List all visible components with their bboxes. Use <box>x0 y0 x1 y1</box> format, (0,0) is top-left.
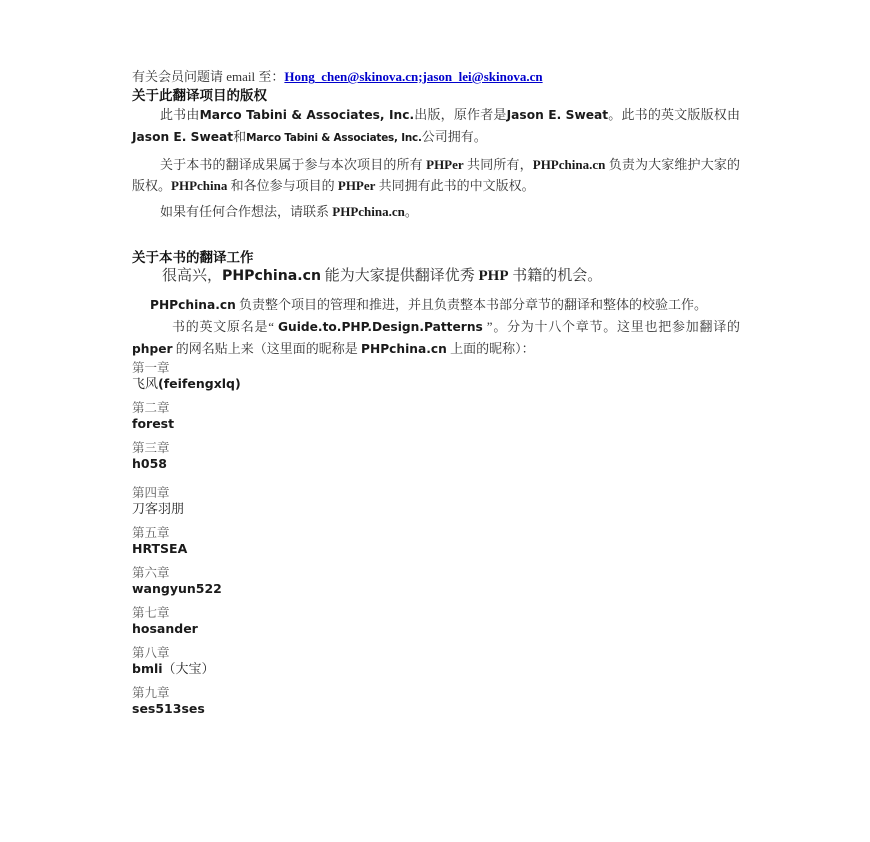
translation-copyright-paragraph <box>132 154 740 196</box>
chapter-name <box>132 541 740 557</box>
cooperation-paragraph <box>132 201 740 222</box>
copyright-heading: 关于此翻译项目的版权 <box>132 88 267 103</box>
text-run: 和 <box>233 129 247 144</box>
text-run: PHP <box>478 268 509 284</box>
document-content <box>132 68 740 725</box>
text-run: 负责整个项目的管理和推进，并且负责整本书部分章节的翻译和整体的校验工作。 <box>235 297 708 312</box>
text-run: ses513ses <box>132 701 205 716</box>
text-run: 能为大家提供翻译优秀 <box>320 268 479 284</box>
text-run: 出版，原作者是 <box>414 107 507 122</box>
chapter-name <box>132 581 740 597</box>
text-run: HRTSEA <box>132 541 188 556</box>
chapter-label: 第五章 <box>132 526 170 540</box>
opportunity-paragraph <box>132 266 740 286</box>
chapter-label: 第八章 <box>132 646 170 660</box>
text-run: h058 <box>132 456 167 471</box>
chapter-name <box>132 621 740 637</box>
chapter-name <box>132 416 740 432</box>
text-run: 和各位参与项目的 <box>227 178 338 193</box>
chapter-label: 第四章 <box>132 486 170 500</box>
chapter-name <box>132 501 740 517</box>
chapter-label: 第六章 <box>132 566 170 580</box>
text-run: forest <box>132 416 175 431</box>
text-run: PHPchina.cn <box>332 204 405 219</box>
text-run: PHPchina.cn <box>150 298 236 312</box>
text-run: 书的英文原名是“ <box>172 319 278 334</box>
text-run: PHPchina <box>171 178 228 193</box>
text-run: 如果有任何合作想法，请联系 <box>160 204 333 219</box>
email-line <box>132 68 740 86</box>
text-run: PHPer <box>426 157 464 172</box>
book-title-paragraph <box>132 316 740 360</box>
text-run: Marco Tabini & Associates, Inc. <box>246 132 422 144</box>
text-run: PHPchina.cn <box>361 342 447 356</box>
translation-work-heading: 关于本书的翻译工作 <box>132 250 254 265</box>
text-run: 负责为大家维护大家的版权。 <box>132 157 740 193</box>
chapter-item <box>132 645 740 677</box>
chapter-item <box>132 605 740 637</box>
text-run: （大宝） <box>162 661 215 676</box>
chapter-item <box>132 565 740 597</box>
text-run: 上面的昵称）： <box>446 341 535 356</box>
chapter-name <box>132 376 740 392</box>
management-paragraph <box>132 294 740 316</box>
text-run: bmli <box>132 661 163 676</box>
text-run: Marco Tabini & Associates, Inc. <box>199 108 415 122</box>
text-run: 的网名贴上来（这里面的昵称是 <box>172 341 362 356</box>
text-run: Jason E. Sweat <box>132 130 234 144</box>
text-run: 。 <box>404 204 418 219</box>
text-run: ”。分为十八个章节。这里也把参加翻译的 <box>482 319 740 334</box>
text-run: hosander <box>132 621 198 636</box>
chapter-item <box>132 360 740 392</box>
chapter-label: 第七章 <box>132 606 170 620</box>
text-run: PHPchina.cn <box>222 268 321 284</box>
publisher-paragraph <box>132 104 740 149</box>
chapter-label: 第一章 <box>132 361 170 375</box>
text-run: phper <box>132 342 173 356</box>
chapter-item <box>132 485 740 517</box>
chapter-item <box>132 685 740 717</box>
chapter-item <box>132 400 740 432</box>
chapter-label: 第九章 <box>132 686 170 700</box>
text-run: 关于本书的翻译成果属于参与本次项目的所有 <box>160 157 427 172</box>
chapter-item <box>132 440 740 472</box>
text-run: Jason E. Sweat <box>506 108 609 122</box>
email-link[interactable]: Hong_chen@skinova.cn;jason_lei@skinova.cn <box>284 69 543 84</box>
text-run: PHPchina.cn <box>532 157 606 172</box>
email-line-prefix: 有关会员问题请 email 至： <box>132 69 285 84</box>
chapter-label: 第二章 <box>132 401 170 415</box>
text-run: 共同拥有此书的中文版权。 <box>375 178 535 193</box>
text-run: 刀客羽朋 <box>132 501 185 516</box>
text-run: 很高兴， <box>162 268 223 284</box>
text-run: Guide.to.PHP.Design.Patterns <box>277 320 483 334</box>
text-run: 。此书的英文版版权由 <box>608 107 740 122</box>
chapter-name <box>132 456 740 472</box>
text-run: 此书由 <box>160 107 200 122</box>
text-run: 飞风 <box>132 376 159 391</box>
chapter-name <box>132 701 740 717</box>
text-run: 书籍的机会。 <box>508 268 603 284</box>
chapter-name <box>132 661 740 677</box>
chapter-label: 第三章 <box>132 441 170 455</box>
text-run: PHPer <box>337 178 376 193</box>
text-run: 共同所有， <box>463 157 533 172</box>
text-run: wangyun522 <box>132 581 222 596</box>
chapter-item <box>132 525 740 557</box>
chapter-list <box>132 360 740 717</box>
text-run: 公司拥有。 <box>421 129 487 144</box>
text-run: (feifengxlq) <box>158 376 241 391</box>
